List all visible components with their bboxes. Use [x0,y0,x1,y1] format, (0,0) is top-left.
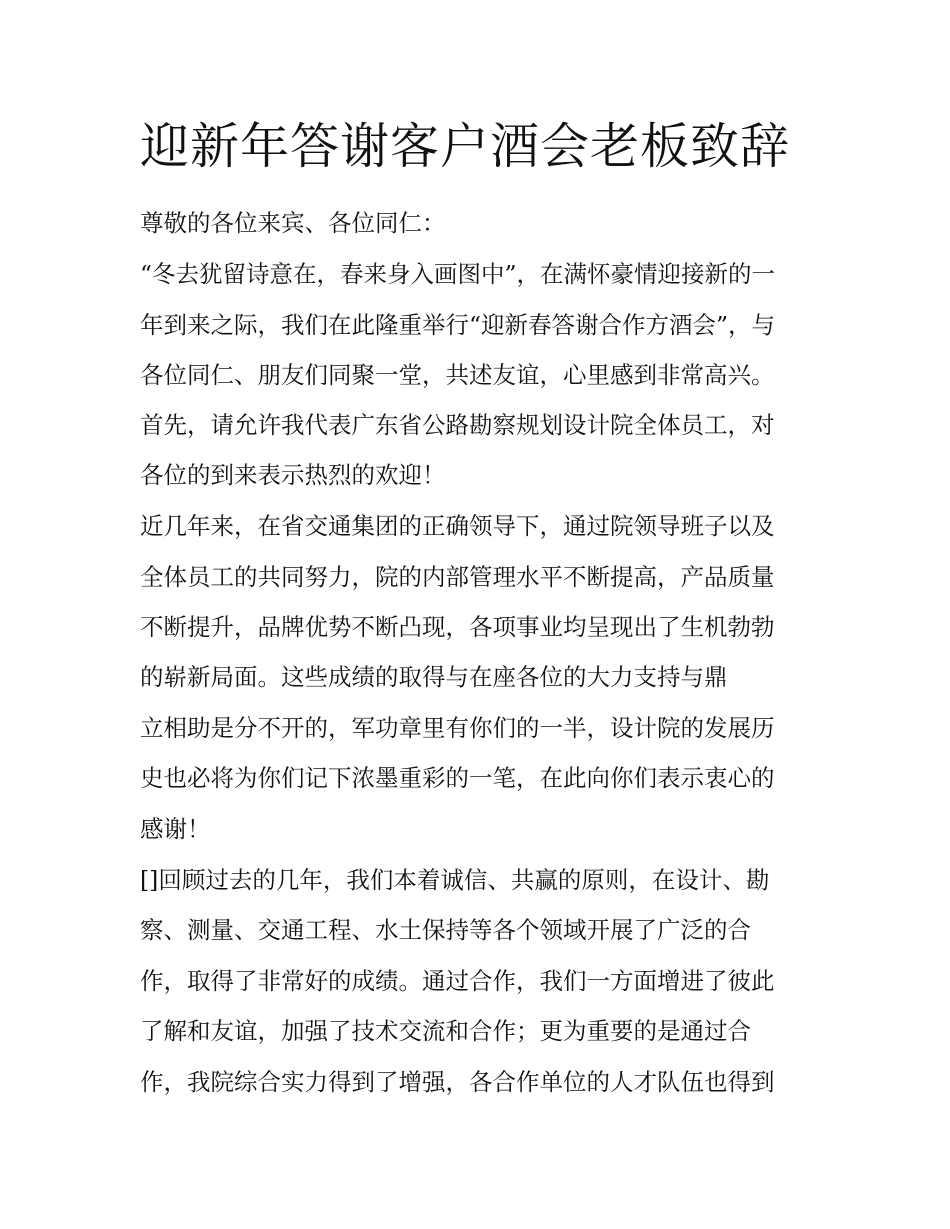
body-line: 的崭新局面。这些成绩的取得与在座各位的大力支持与鼎 [140,663,728,691]
body-line: “冬去犹留诗意在，春来身入画图中”，在满怀豪情迎接新的一 [140,260,776,288]
body-line: 近几年来，在省交通集团的正确领导下，通过院领导班子以及 [140,512,775,540]
body-line: 了解和友谊，加强了技术交流和合作；更为重要的是通过合 [140,1017,751,1045]
body-line: 首先，请允许我代表广东省公路勘察规划设计院全体员工，对 [140,411,775,439]
body-line: 史也必将为你们记下浓墨重彩的一笔，在此向你们表示衷心的 [140,764,775,792]
body-line: 各位的到来表示热烈的欢迎！ [140,461,446,489]
body-line: 尊敬的各位来宾、各位同仁： [140,209,446,237]
body-line: 年到来之际，我们在此隆重举行“迎新春答谢合作方酒会”，与 [140,311,776,339]
body-line: 作，我院综合实力得到了增强，各合作单位的人才队伍也得到 [140,1068,775,1096]
body-line: 立相助是分不开的，军功章里有你们的一半，设计院的发展历 [140,714,775,742]
document-title: 迎新年答谢客户酒会老板致辞 [140,118,791,175]
body-line: 各位同仁、朋友们同聚一堂，共述友谊，心里感到非常高兴。 [140,361,775,389]
body-line: 察、测量、交通工程、水土保持等各个领域开展了广泛的合 [140,916,751,944]
body-line: 不断提升，品牌优势不断凸现，各项事业均呈现出了生机勃勃 [140,613,775,641]
body-line: []回顾过去的几年，我们本着诚信、共赢的原则，在设计、勘 [140,866,770,894]
body-line: 作，取得了非常好的成绩。通过合作，我们一方面增进了彼此 [140,967,775,995]
body-line: 感谢！ [140,815,211,843]
body-line: 全体员工的共同努力，院的内部管理水平不断提高，产品质量 [140,563,775,591]
